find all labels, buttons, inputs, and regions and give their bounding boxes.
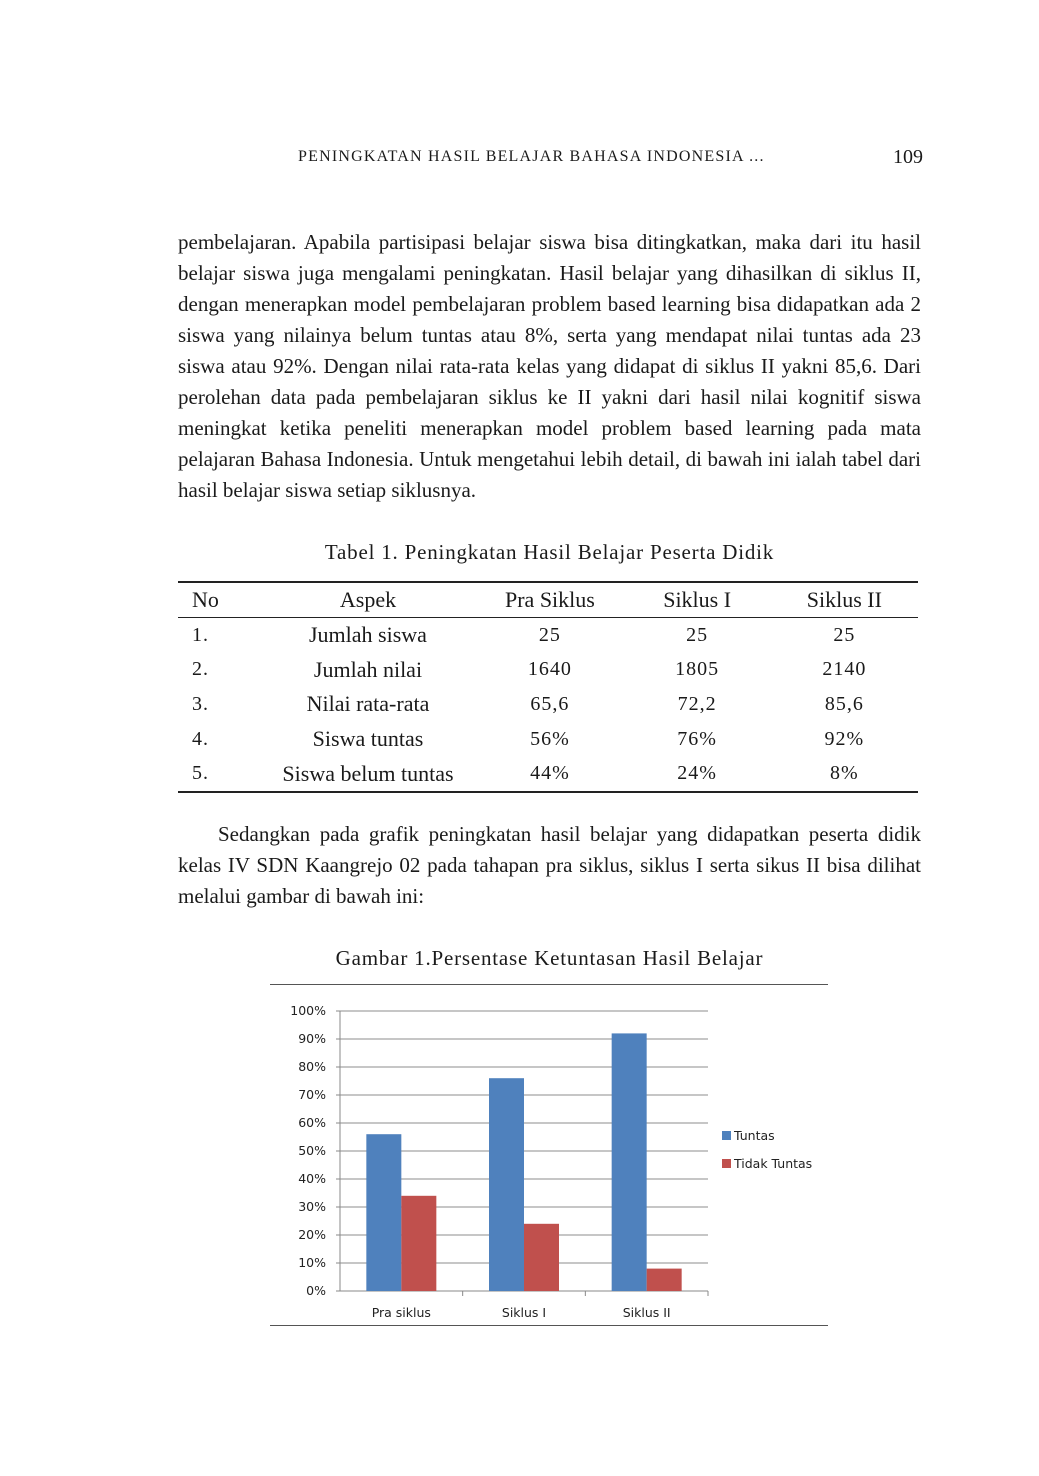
x-tick-label: Siklus I <box>501 1305 547 1320</box>
bar-chart <box>270 985 828 1325</box>
bar-tidak-tuntas <box>524 1224 559 1291</box>
y-tick-label: 0% <box>306 1283 326 1298</box>
y-tick-label: 10% <box>298 1255 326 1270</box>
cell-siklus-2: 2140 <box>822 658 867 681</box>
header-siklus-1: Siklus I <box>624 582 771 618</box>
cell-no: 1. <box>192 623 209 646</box>
body-paragraph-1 <box>178 227 921 506</box>
table-row <box>178 618 918 653</box>
y-tick-label: 60% <box>298 1115 326 1130</box>
figure-caption: Gambar 1.Persentase Ketuntasan Hasil Belajar <box>335 946 764 970</box>
x-tick-label: Pra siklus <box>371 1305 431 1320</box>
cell-pra-siklus: 1640 <box>527 658 572 681</box>
bar-tuntas <box>366 1134 401 1291</box>
legend-label: Tuntas <box>734 1128 775 1143</box>
cell-siklus-2: 92% <box>824 727 865 750</box>
cell-siklus-1: 1805 <box>675 658 720 681</box>
header-pra-siklus: Pra Siklus <box>476 582 623 618</box>
cell-siklus-1: 76% <box>677 727 717 750</box>
cell-aspek: Jumlah nilai <box>313 656 423 682</box>
legend-swatch <box>722 1131 731 1140</box>
x-tick-label: Siklus II <box>622 1305 671 1320</box>
bar-tuntas <box>612 1033 647 1291</box>
cell-aspek: Siswa belum tuntas <box>260 756 477 792</box>
cell-no: 3. <box>192 692 209 715</box>
cell-aspek: Siswa tuntas <box>312 726 424 752</box>
y-tick-label: 20% <box>298 1227 326 1242</box>
y-tick-label: 90% <box>298 1031 326 1046</box>
table-header-row <box>178 582 918 618</box>
y-tick-label: 30% <box>298 1199 326 1214</box>
running-title: PENINGKATAN HASIL BELAJAR BAHASA INDONESIA ... <box>298 148 765 165</box>
table-row <box>178 756 918 792</box>
header-siklus-2: Siklus II <box>771 582 918 618</box>
y-tick-label: 40% <box>298 1171 326 1186</box>
cell-pra-siklus: 56% <box>530 727 570 750</box>
table-row <box>178 653 918 688</box>
cell-aspek: Nilai rata-rata <box>306 691 430 717</box>
cell-pra-siklus: 25 <box>538 623 561 646</box>
cell-siklus-1: 24% <box>624 756 771 792</box>
cell-pra-siklus: 44% <box>476 756 623 792</box>
running-head <box>0 146 1039 170</box>
header-no: No <box>178 582 260 618</box>
y-tick-label: 50% <box>298 1143 326 1158</box>
cell-no: 4. <box>192 727 209 750</box>
bar-tidak-tuntas <box>401 1196 436 1291</box>
y-tick-label: 100% <box>290 1003 326 1018</box>
cell-siklus-2: 25 <box>833 623 856 646</box>
bar-tuntas <box>489 1078 524 1291</box>
table-row <box>178 687 918 722</box>
cell-no: 2. <box>192 658 209 681</box>
body-paragraph-2 <box>178 819 921 912</box>
bar-tidak-tuntas <box>647 1269 682 1291</box>
y-tick-label: 70% <box>298 1087 326 1102</box>
table-row <box>178 722 918 757</box>
results-table <box>178 581 918 793</box>
cell-siklus-1: 72,2 <box>677 692 717 715</box>
page-number: 109 <box>893 146 923 168</box>
y-tick-label: 80% <box>298 1059 326 1074</box>
cell-siklus-1: 25 <box>686 623 709 646</box>
chart-frame <box>270 984 828 1326</box>
cell-no: 5. <box>178 756 260 792</box>
paragraph-text: pembelajaran. Apabila partisipasi belajar siswa bisa ditingkatkan, maka dari itu hasil belajar siswa juga mengalami peningkatan. Hasil belajar yang dihasilkan di siklus II, dengan menerapkan model pembelajaran problem based learning bisa didapatkan ada 2 siswa yang nilainya belum tuntas atau 8%, serta yang mendapat nilai tuntas ada 23 siswa atau 92%. Dengan nilai rata-rata kelas yang didapat di siklus II yakni 85,6. Dari perolehan data pada pembelajaran siklus ke II yakni dari hasil nilai kognitif siswa meningkat ketika peneliti menerapkan model problem based learning pada mata pelajaran Bahasa Indonesia. Untuk mengetahui lebih detail, di bawah ini ialah tabel dari hasil belajar siswa setiap siklusnya. <box>178 230 921 502</box>
cell-pra-siklus: 65,6 <box>530 692 570 715</box>
cell-aspek: Jumlah siswa <box>309 622 427 648</box>
header-aspek: Aspek <box>260 582 477 618</box>
cell-siklus-2: 85,6 <box>824 692 864 715</box>
legend-swatch <box>722 1159 731 1168</box>
paragraph-text: Sedangkan pada grafik peningkatan hasil belajar yang didapatkan peserta didik kelas IV SDN Kaangrejo 02 pada tahapan pra siklus, siklus I serta sikus II bisa dilihat melalui gambar di bawah ini: <box>178 822 921 908</box>
legend-label: Tidak Tuntas <box>734 1156 813 1171</box>
table-caption: Tabel 1. Peningkatan Hasil Belajar Peserta Didik <box>324 540 775 564</box>
cell-siklus-2: 8% <box>771 756 918 792</box>
